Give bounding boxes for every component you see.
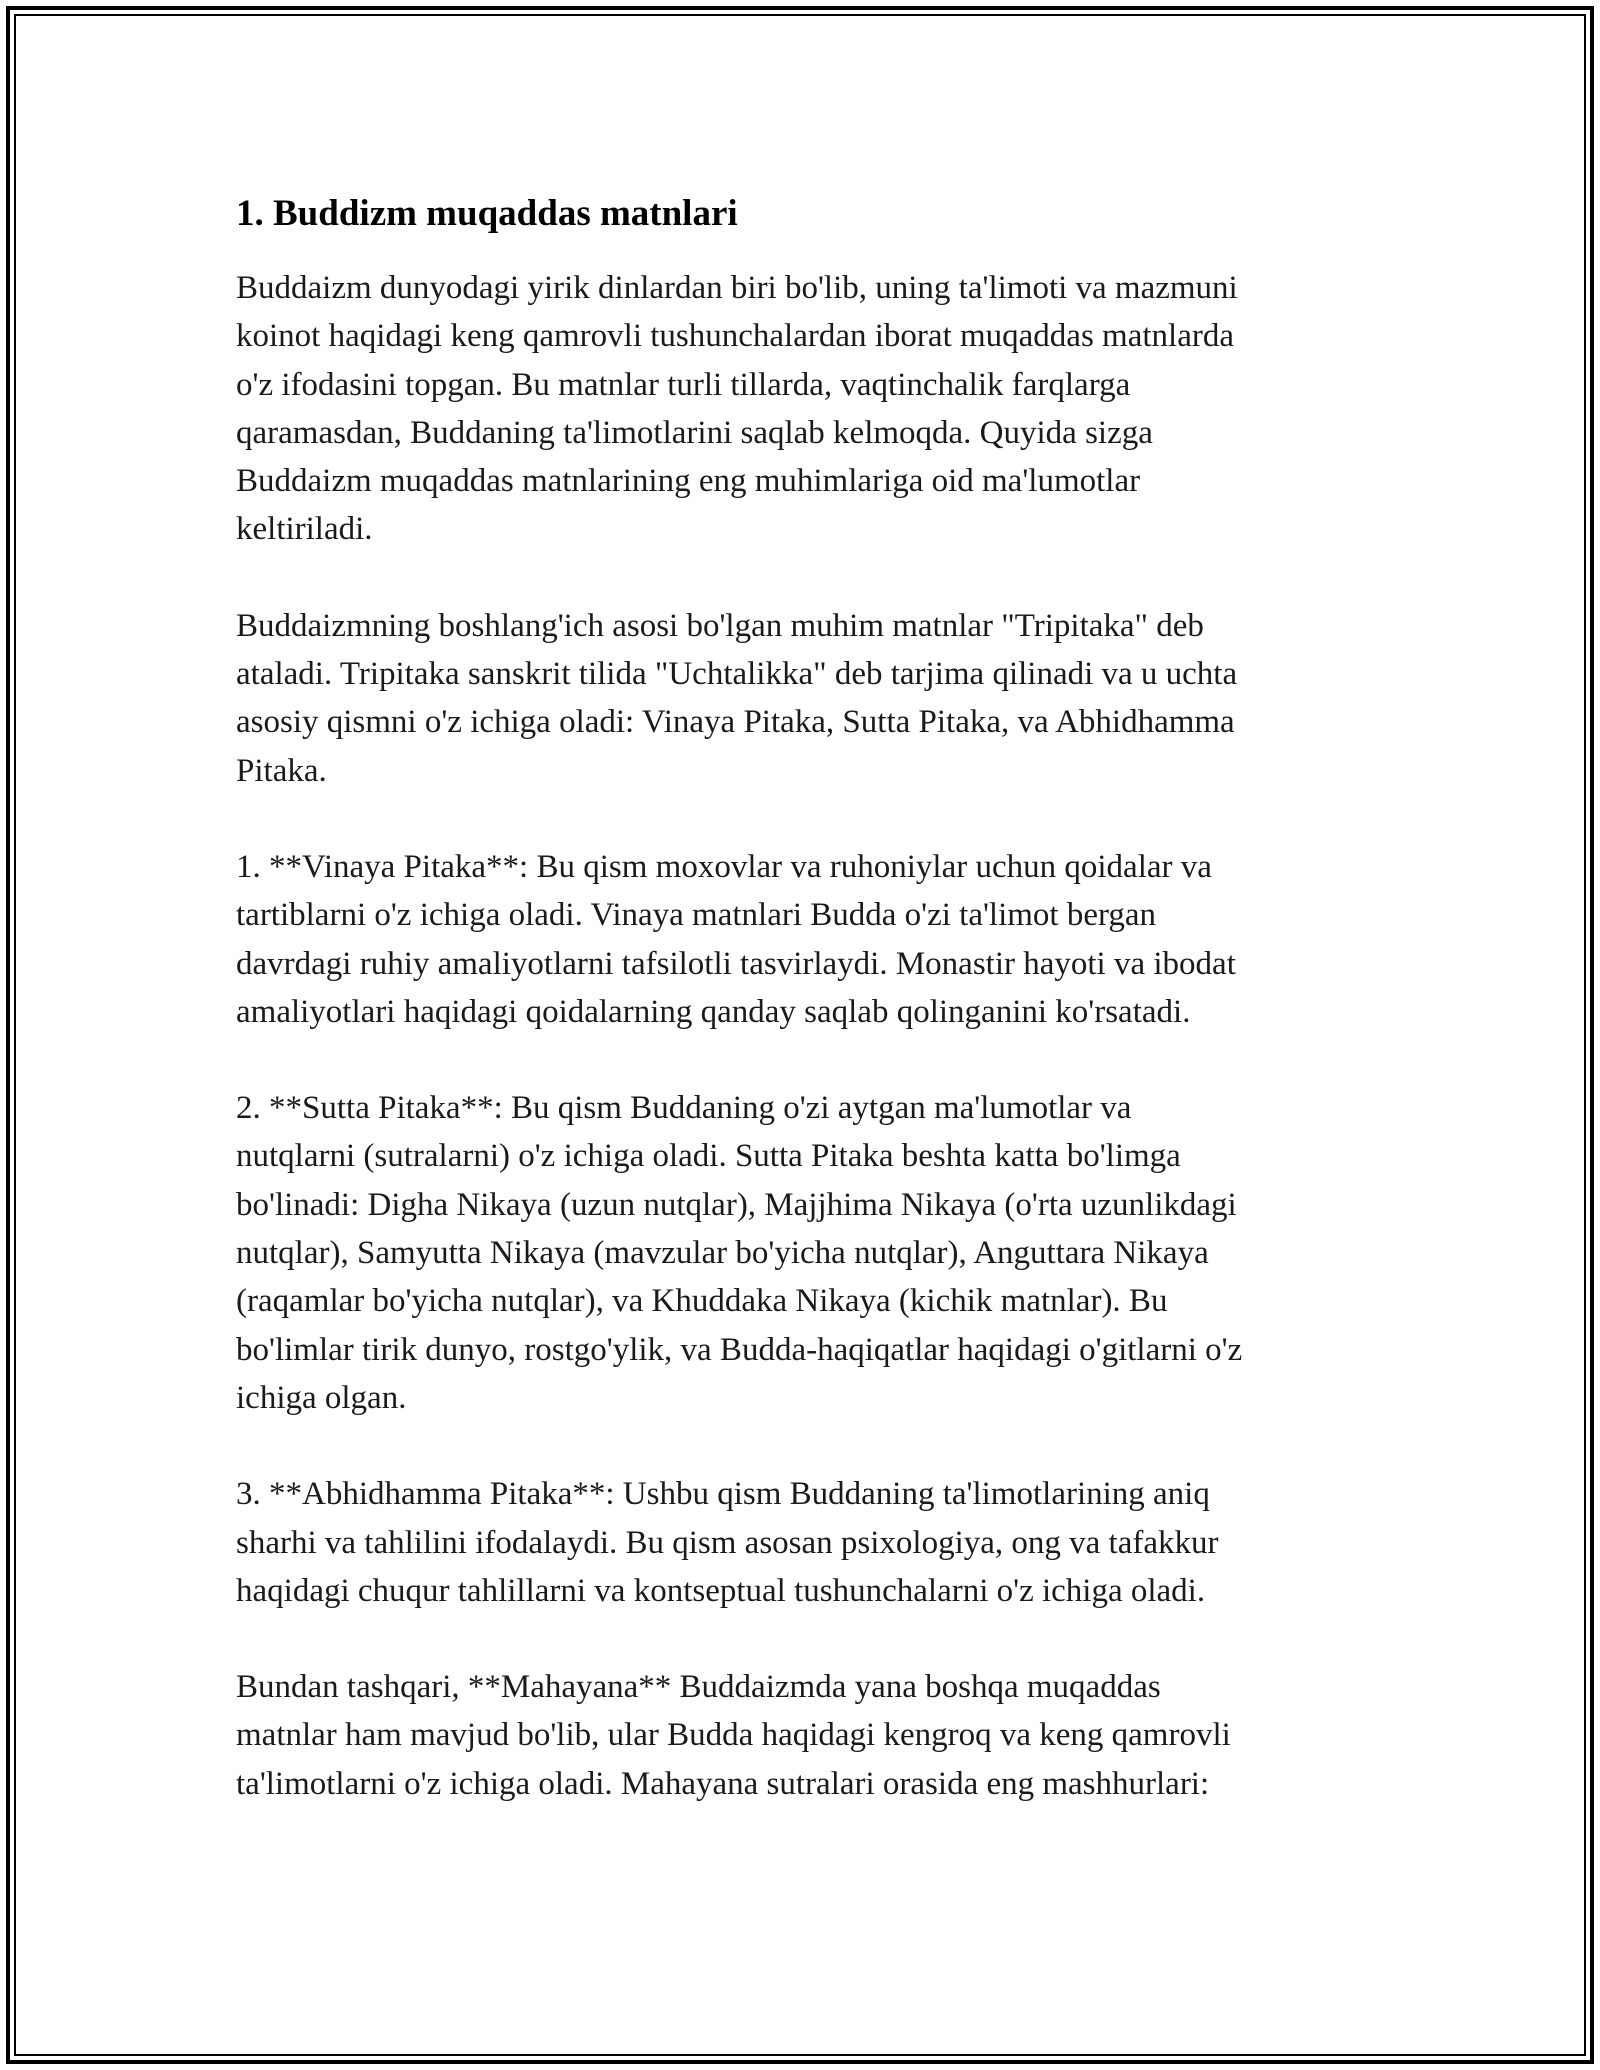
paragraph-tripitaka: Buddaizmning boshlang'ich asosi bo'lgan muhim matnlar "Tripitaka" deb ataladi. Tripitaka sanskrit tilida "Uchtalikka" deb tarjima qilinadi va u uchta asosiy qismni o'z ichiga oladi: Vinaya Pitaka, Sutta Pitaka, va Abhidhamma Pitaka. [236, 607, 1238, 789]
paragraph-vinaya-pitaka: 1. **Vinaya Pitaka**: Bu qism moxovlar va ruhoniylar uchun qoidalar va tartiblarni o'z ichiga oladi. Vinaya matnlari Budda o'zi ta'limot bergan davrdagi ruhiy amaliyotlarni tafsilotli tasvirlaydi. Monastir hayoti va ibodat amaliyotlari haqidagi qoidalarning qanday saqlab qolinganini ko'rsatadi. [236, 848, 1236, 1030]
paragraph-mahayana: Bundan tashqari, **Mahayana** Buddaizmda yana boshqa muqaddas matnlar ham mavjud bo'lib, ular Budda haqidagi kengroq va keng qamrovli ta'limotlarni o'z ichiga oladi. Mahayana sutralari orasida eng mashhurlari: [236, 1669, 1231, 1802]
section-heading: 1. Buddizm muqaddas matnlari [236, 193, 738, 234]
paragraph-intro: Buddaizm dunyodagi yirik dinlardan biri bo'lib, uning ta'limoti va mazmuni koinot haqidagi keng qamrovli tushunchalardan iborat muqaddas matnlarda o'z ifodasini topgan. Bu matnlar turli tillarda, vaqtinchalik farqlarga qaramasdan, Buddaning ta'limotlarini saqlab kelmoqda. Quyida sizga Buddaizm muqaddas matnlarining eng muhimlariga oid ma'lumotlar keltiriladi. [236, 270, 1238, 548]
document-body [236, 186, 1366, 1856]
paragraph-abhidhamma-pitaka: 3. **Abhidhamma Pitaka**: Ushbu qism Buddaning ta'limotlarining aniq sharhi va tahlilini ifodalaydi. Bu qism asosan psixologiya, ong va tafakkur haqidagi chuqur tahlillarni va kontseptual tushunchalarni o'z ichiga oladi. [236, 1476, 1219, 1609]
paragraph-sutta-pitaka: 2. **Sutta Pitaka**: Bu qism Buddaning o'zi aytgan ma'lumotlar va nutqlarni (sutralarni) o'z ichiga oladi. Sutta Pitaka beshta katta bo'limga bo'linadi: Digha Nikaya (uzun nutqlar), Majjhima Nikaya (o'rta uzunlikdagi nutqlar), Samyutta Nikaya (mavzular bo'yicha nutqlar), Anguttara Nikaya (raqamlar bo'yicha nutqlar), va Khuddaka Nikaya (kichik matnlar). Bu bo'limlar tirik dunyo, rostgo'ylik, va Budda-haqiqatlar haqidagi o'gitlarni o'z ichiga olgan. [236, 1090, 1243, 1416]
